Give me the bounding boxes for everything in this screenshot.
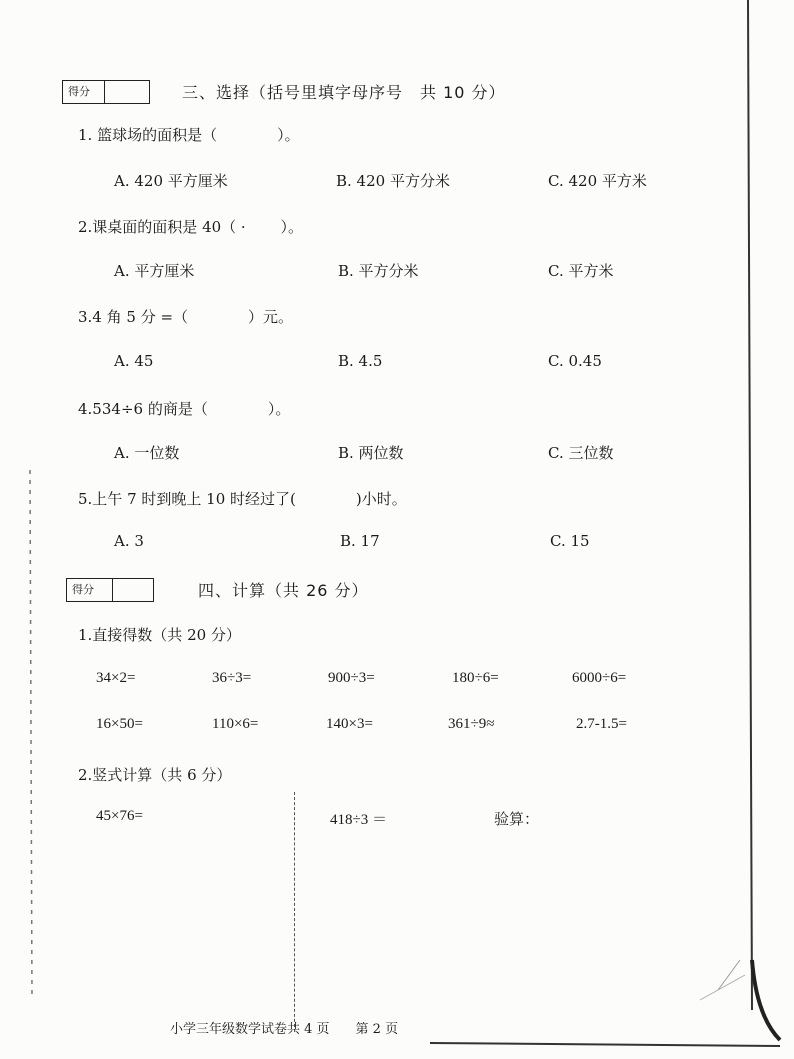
score-entry-cell[interactable] xyxy=(105,81,149,103)
score-label: 得分 xyxy=(63,81,105,103)
work-area-divider xyxy=(294,792,295,1032)
option-5b: B. 17 xyxy=(340,532,380,550)
option-3c: C. 0.45 xyxy=(548,352,602,370)
section4-title: 四、计算（共 26 分） xyxy=(198,581,369,600)
option-3a: A. 45 xyxy=(114,352,154,370)
score-box-section4[interactable] xyxy=(66,578,154,602)
part1-heading: 1.直接得数（共 20 分） xyxy=(78,626,241,644)
option-1a: A. 420 平方厘米 xyxy=(114,172,228,190)
score-entry-cell[interactable] xyxy=(113,579,153,601)
question-3: 3.4 角 5 分 =（ ）元。 xyxy=(78,308,294,326)
option-5a: A. 3 xyxy=(114,532,144,550)
option-4a: A. 一位数 xyxy=(114,444,180,462)
score-box-section3[interactable] xyxy=(62,80,150,104)
calc-item: 16×50= xyxy=(96,716,143,732)
question-5: 5.上午 7 时到晚上 10 时经过了( )小时。 xyxy=(78,490,407,508)
calc-item: 2.7-1.5= xyxy=(576,716,627,732)
score-label: 得分 xyxy=(67,579,113,601)
option-4b: B. 两位数 xyxy=(338,444,404,462)
question-2: 2.课桌面的面积是 40（ · ）。 xyxy=(78,218,303,236)
calc-item: 180÷6= xyxy=(452,670,499,686)
option-2a: A. 平方厘米 xyxy=(114,262,195,280)
option-2b: B. 平方分米 xyxy=(338,262,419,280)
option-1c: C. 420 平方米 xyxy=(548,172,647,190)
calc-item: 900÷3= xyxy=(328,670,375,686)
option-5c: C. 15 xyxy=(550,532,590,550)
question-1: 1. 篮球场的面积是（ ）。 xyxy=(78,126,300,144)
page-footer: 小学三年级数学试卷共 4 页 第 2 页 xyxy=(170,1022,399,1037)
calc-item: 36÷3= xyxy=(212,670,252,686)
vertical-problem-2: 418÷3 ＝ xyxy=(330,812,387,828)
vertical-problem-1: 45×76= xyxy=(96,808,143,824)
part2-heading: 2.竖式计算（共 6 分） xyxy=(78,766,232,784)
calc-item: 110×6= xyxy=(212,716,259,732)
question-4: 4.534÷6 的商是（ ）。 xyxy=(78,400,291,418)
option-4c: C. 三位数 xyxy=(548,444,614,462)
calc-item: 6000÷6= xyxy=(572,670,627,686)
calc-item: 140×3= xyxy=(326,716,373,732)
section3-title: 三、选择（括号里填字母序号 共 10 分） xyxy=(182,83,506,102)
calc-item: 361÷9≈ xyxy=(448,716,495,732)
calc-item: 34×2= xyxy=(96,670,136,686)
option-2c: C. 平方米 xyxy=(548,262,614,280)
option-3b: B. 4.5 xyxy=(338,352,383,370)
option-1b: B. 420 平方分米 xyxy=(336,172,450,190)
check-label: 验算： xyxy=(494,810,540,828)
